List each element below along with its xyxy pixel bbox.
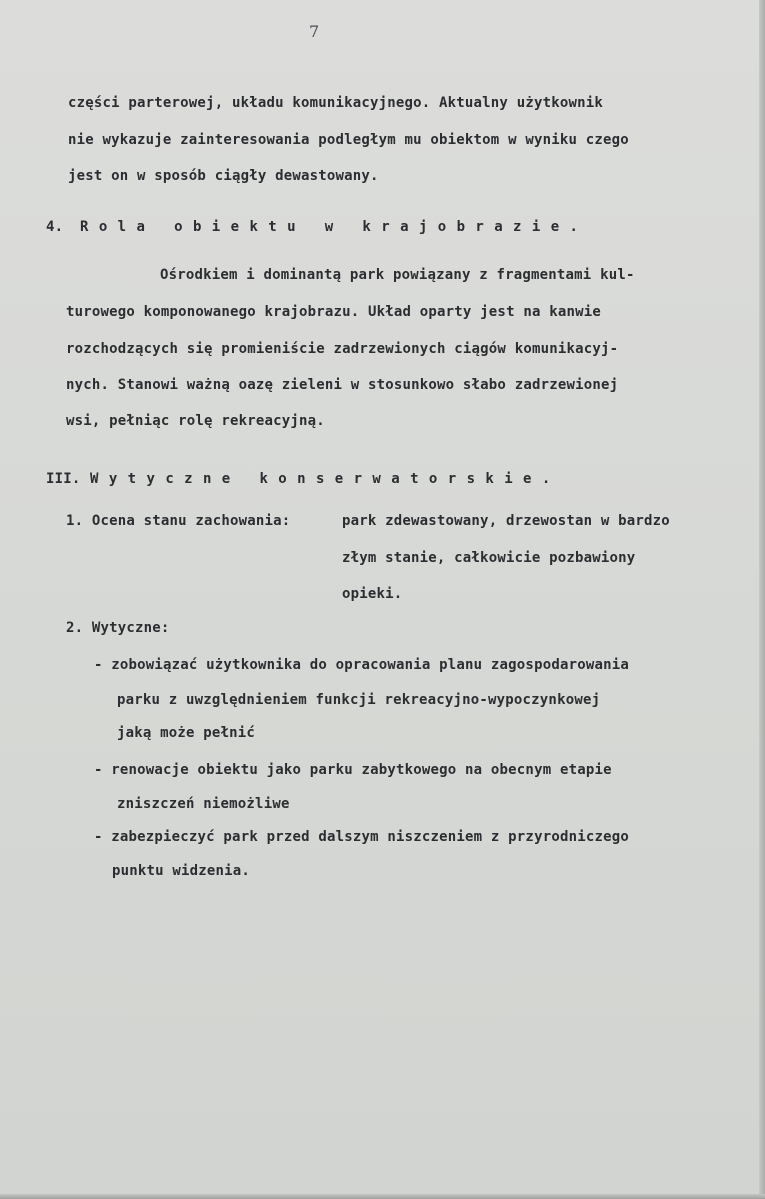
- item-value-line: opieki.: [342, 586, 403, 602]
- section-number: III.: [46, 471, 81, 487]
- bullet-line: parku z uwzględnieniem funkcji rekreacyjno-wypoczynkowej: [117, 692, 601, 708]
- page-bottom-edge: [0, 1194, 765, 1199]
- paragraph-line: jest on w sposób ciągły dewastowany.: [68, 168, 379, 184]
- item-value-line: park zdewastowany, drzewostan w bardzo: [342, 513, 670, 529]
- bullet-line: jaką może pełnić: [117, 725, 256, 741]
- section-number: 4.: [46, 219, 64, 235]
- item-label: 2. Wytyczne:: [66, 620, 170, 636]
- paragraph-line: turowego komponowanego krajobrazu. Układ oparty jest na kanwie: [66, 304, 601, 320]
- item-label: 1. Ocena stanu zachowania:: [66, 513, 291, 529]
- bullet-line: - zabezpieczyć park przed dalszym niszczeniem z przyrodniczego: [94, 829, 629, 845]
- bullet-line: - zobowiązać użytkownika do opracowania planu zagospodarowania: [94, 657, 629, 673]
- bullet-line: zniszczeń niemożliwe: [117, 796, 290, 812]
- paragraph-line: nie wykazuje zainteresowania podległym mu obiektom w wyniku czego: [68, 132, 629, 148]
- paragraph-line: części parterowej, układu komunikacyjnego. Aktualny użytkownik: [68, 95, 603, 111]
- section-heading: Rola obiektu w krajobrazie.: [80, 219, 589, 235]
- paragraph-line: rozchodzących się promieniście zadrzewionych ciągów komunikacyj-: [66, 341, 619, 357]
- paragraph-line: wsi, pełniąc rolę rekreacyjną.: [66, 413, 325, 429]
- paragraph-line: Ośrodkiem i dominantą park powiązany z fragmentami kul-: [160, 267, 635, 283]
- item-value-line: złym stanie, całkowicie pozbawiony: [342, 550, 636, 566]
- bullet-line: punktu widzenia.: [112, 863, 251, 879]
- page-edge-shadow: [759, 0, 765, 1199]
- paragraph-line: nych. Stanowi ważną oazę zieleni w stosunkowo słabo zadrzewionej: [66, 377, 619, 393]
- bullet-line: - renowacje obiektu jako parku zabytkowego na obecnym etapie: [94, 762, 612, 778]
- section-heading: Wytyczne konserwatorskie.: [90, 471, 561, 487]
- page-number: 7: [309, 22, 320, 41]
